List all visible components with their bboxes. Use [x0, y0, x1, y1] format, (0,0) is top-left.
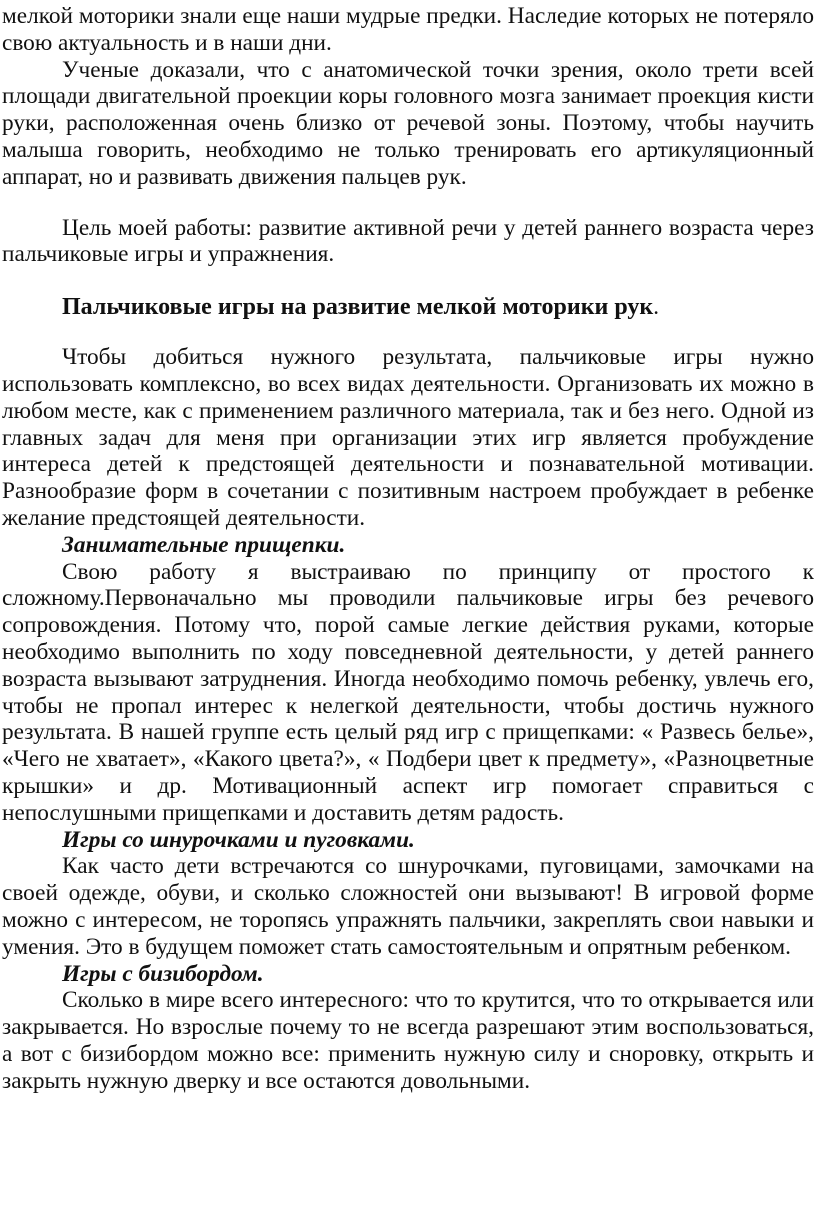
subsection-title-clothespins: Занимательные прищепки. [62, 531, 346, 558]
subsection-text-laces-buttons: Как часто дети встречаются со шнурочками, пуговицами, замочками на своей одежде, обуви, и сколько сложностей они вызывают! В игровой форме можно с интересом, не торопясь упражнять пальчики, закреплять свои навыки и умения. Это в будущем поможет стать самостоятельным и опрятным ребенком. [2, 853, 814, 960]
paragraph-continuation: мелкой моторики знали еще наши мудрые предки. Наследие которых не потеряло свою актуальность и в наши дни. [2, 3, 814, 56]
paragraph-goal: Цель моей работы: развитие активной речи у детей раннего возраста через пальчиковые игры и упражнения. [2, 214, 814, 268]
section-heading-period: . [653, 294, 659, 320]
section-heading-title: Пальчиковые игры на развитие мелкой моторики рук [62, 294, 654, 321]
subsection-title-busyboard: Игры с бизибордом. [62, 960, 264, 987]
section-heading [2, 292, 814, 322]
paragraph-spacer [2, 191, 814, 215]
subsection-text-clothespins: Свою работу я выстраиваю по принципу от простого к сложному.Первоначально мы проводили пальчиковые игры без речевого сопровождения. Потому что, порой самые легкие действия руками, которые необходимо выполнить по ходу повседневной деятельности, у детей раннего возраста вызывают затруднения. Иногда необходимо помочь ребенку, увлечь его, чтобы не пропал интерес к нелегкой деятельности, чтобы достичь нужного результата. В нашей группе есть целый ряд игр с прищепками: « Развесь белье», «Чего не хватает», «Какого цвета?», « Подбери цвет к предмету», «Разноцветные крышки» и др. Мотивационный аспект игр помогает справиться с непослушными прищепками и доставить детям радость. [2, 558, 814, 826]
subsection-title-laces-buttons: Игры со шнурочками и пуговками. [62, 826, 415, 853]
paragraph-scientists: Ученые доказали, что с анатомической точки зрения, около трети всей площади двигательной проекции коры головного мозга занимает проекция кисти руки, расположенная очень близко от речевой зоны. Поэтому, чтобы научить малыша говорить, необходимо не только тренировать его артикуляционный аппарат, но и развивать движения пальцев рук. [2, 56, 814, 190]
paragraph-section-intro: Чтобы добиться нужного результата, пальчиковые игры нужно использовать комплексно, во всех видах деятельности. Организовать их можно в любом месте, как с применением различного материала, так и без него. Одной из главных задач для меня при организации этих игр является пробуждение интереса детей к предстоящей деятельности и познавательной мотивации. Разнообразие форм в сочетании с позитивным настроем пробуждает в ребенке желание предстоящей деятельности. [2, 344, 814, 531]
subsection-text-busyboard: Сколько в мире всего интересного: что то крутится, что то открывается или закрывается. Но взрослые почему то не всегда разрешают этим воспользоваться, а вот с бизибордом можно все: применить нужную силу и сноровку, открыть и закрыть нужную дверку и все остаются довольными. [2, 987, 814, 1094]
